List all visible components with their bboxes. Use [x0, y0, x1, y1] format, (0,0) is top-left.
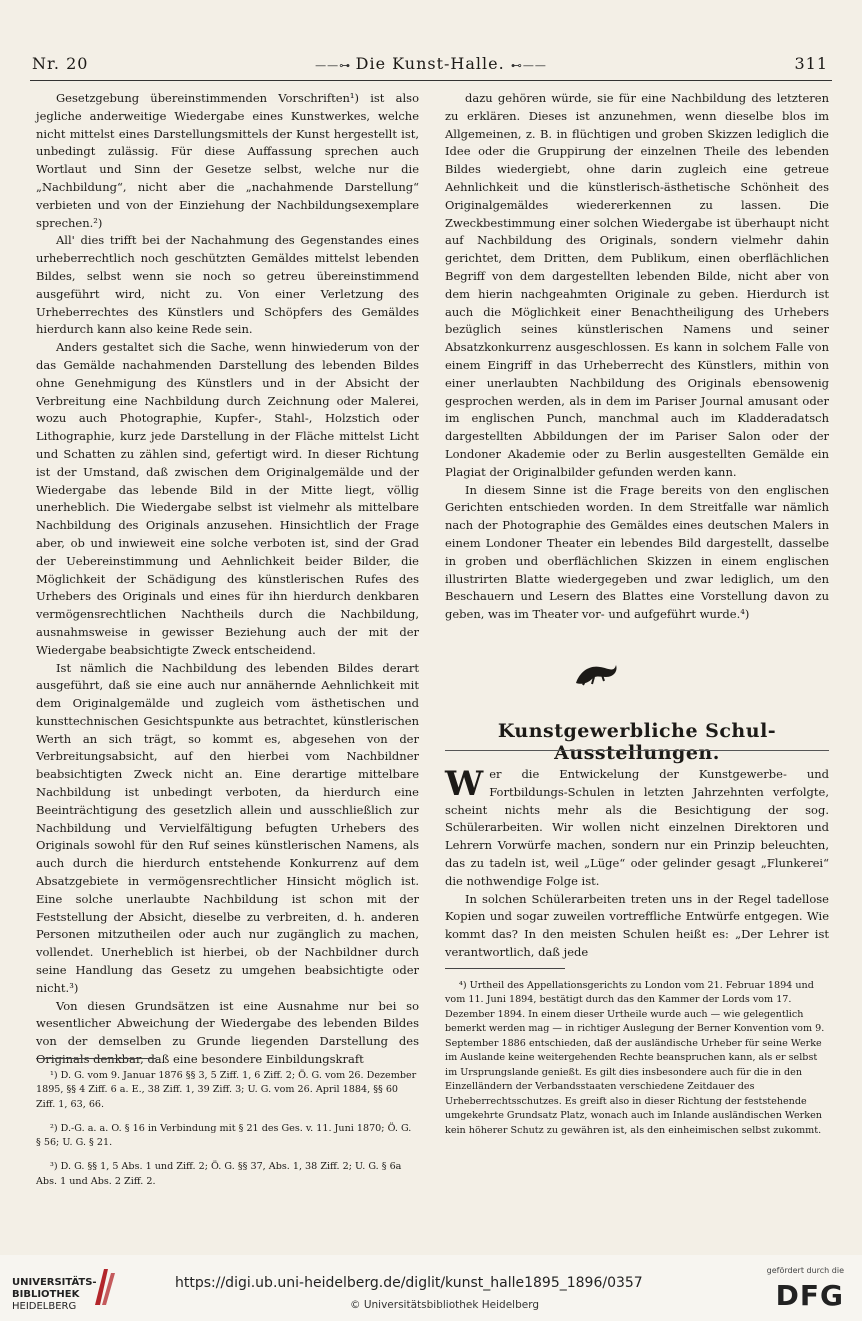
paragraph: Ist nämlich die Nachbildung des lebenden Bildes derart ausgeführt, daß sie eine auch nur annähernde Aehnlichkeit mit dem Originalgemälde und zugleich vom ästhetischen und kunsttechnischen Gesichtspunkte aus betrachtet, künstlerischen Werth an sich trägt, so kommt es, abgesehen von der Verbreitungsabsicht, auf den hierbei vom Nachbildner beabsichtigten Zweck nicht an. Eine derartige mittelbare Nachbildung ist unbedingt verboten, da hierdurch eine Beeinträchtigung des gesetzlich allein und ausschließlich zur Nachbildung und Vervielfältigung befugten Urhebers des Originals sowohl für den Ruf seines künstlerischen Namens, als auch durch die hierdurch entstehende Konkurrenz auf dem Absatzgebiete in vermögensrechtlicher Hinsicht möglich ist. Eine solche unerlaubte Nachbildung ist schon mit der Feststellung der Absicht, dieselbe zu verbreiten, d. h. anderen Personen mitzutheilen oder auch nur zugänglich zu machen, vollendet. Unerheblich ist hierbei, ob der Nachbildner durch seine Handlung das Gesetz zu umgehen beabsichtigte oder nicht.³): [36, 660, 419, 995]
section-rule: [445, 750, 829, 751]
footnote-rule: [36, 1058, 156, 1059]
library-name-line: BIBLIOTHEK: [12, 1289, 80, 1300]
footnote: ¹) D. G. vom 9. Januar 1876 §§ 3, 5 Ziff. 1, 6 Ziff. 2; Ö. G. vom 26. Dezember 1895, §§ 4 Ziff. 6 a. E., 38 Ziff. 1, 39 Ziff. 3; U. G. vom 26. April 1884, §§ 60 Ziff. 1, 63, 66.: [36, 1069, 417, 1110]
paragraph-text: er die Entwickelung der Kunstgewerbe- und Fortbildungs-Schulen in letzten Jahrzehnten verfolgte, scheint nichts mehr als die Besichtigung der sog. Schülerarbeiten. Wir wollen nicht einzelnen Direktoren und Lehrern Vorwürfe machen, sondern nur ein Prinzip beleuchten, das zu tadeln ist, weil „Lüge“ oder gelinder gesagt „Flunkerei“ die nothwendige Folge ist.: [445, 767, 829, 888]
paragraph: Gesetzgebung übereinstimmenden Vorschriften¹) ist also jegliche anderweitige Wiedergabe eines Kunstwerkes, welche nicht mittelst eines Darstellungsmittels der Kunst hergestellt ist, unbedingt zulässig. Für diese Auffassung sprechen auch Wortlaut und Sinn der Gesetze selbst, welche nur die „Nachbildung“, nicht aber die „nachahmende Darstellung“ verbieten und von der Einziehung der Nachbildungsexemplare sprechen.²): [36, 91, 419, 230]
running-title: [30, 54, 832, 73]
library-name: [12, 1277, 97, 1313]
page-header: [30, 52, 832, 76]
library-logo-icon: [92, 1265, 118, 1309]
paragraph: In diesem Sinne ist die Frage bereits von den englischen Gerichten entschieden worden. In dem Streitfalle war nämlich nach der Photographie des Gemäldes eines deutschen Malers in einem Londoner Theater ein lebendes Bild dargestellt, dasselbe in groben und oberflächlichen Skizzen in einem englischen illustrirten Blatte wiedergegeben und zwar lediglich, um den Beschauern und Lesern des Blattes eine Vorstellung davon zu geben, was im Theater vor- und aufgeführt wurde.⁴): [445, 482, 829, 622]
salamander-ornament-icon: [572, 657, 620, 689]
header-rule: [30, 80, 832, 81]
digitization-footer: [0, 1255, 862, 1321]
section-body: [445, 766, 829, 962]
paragraph: Anders gestaltet sich die Sache, wenn hinwiederum von der das Gemälde nachahmenden Darstellung des lebenden Bildes ohne Genehmigung des Künstlers und in der Absicht der Verbreitung eine Nachbildung durch Zeichnung oder Malerei, wozu auch Photographie, Kupfer-, Stahl-, Holzstich oder Lithographie, kurz jede Darstellung in der Fläche mittelst Licht und Schatten zu zählen sind, gefertigt wird. In dieser Richtung ist der Umstand, daß zwischen dem Originalgemälde und der Wiedergabe das lebende Bild in der Mitte liegt, völlig unerheblich. Die Wiedergabe selbst ist vielmehr als mittelbare Nachbildung des Originals anzusehen. Hinsichtlich der Frage aber, ob und inwieweit eine solche verboten ist, sind der Grad der Uebereinstimmung und Aehnlichkeit beider Bilder, die Möglichkeit der Schädigung des künstlerischen Rufes des Urhebers des Originals und eines für ihn hierdurch denkbaren vermögensrechtlichen Nachtheils durch die Nachbildung, ausnahmsweise in gewisser Beziehung auch der mit der Wiedergabe beabsichtigte Zweck entscheidend.: [36, 340, 419, 657]
left-footnotes: [36, 1052, 419, 1199]
left-column: [36, 90, 419, 1069]
paragraph: Von diesen Grundsätzen ist eine Ausnahme nur bei so wesentlicher Abweichung der Wiedergabe des lebenden Bildes von der demselben zu Grunde liegenden Darstellung des Originals denkbar, daß eine besondere Einbildungskraft: [36, 998, 419, 1067]
copyright-notice: © Universitätsbibliothek Heidelberg: [350, 1299, 540, 1311]
ornament-left-icon: ——⊶: [315, 59, 356, 72]
issue-number: Nr. 20: [32, 54, 89, 73]
section-heading: Kunstgewerbliche Schul-Ausstellungen.: [497, 720, 777, 764]
permalink-link[interactable]: https://digi.ub.uni-heidelberg.de/diglit/kunst_halle1895_1896/0357: [175, 1275, 643, 1291]
paragraph: dazu gehören würde, sie für eine Nachbildung des letzteren zu erklären. Dieses ist anzunehmen, wenn dieselbe blos im Allgemeinen, z. B. in flüchtigen und groben Skizzen lediglich die Idee oder die Gruppirung der einzelnen Theile des lebenden Bildes wiedergiebt, ohne darin zugleich eine getreue Aehnlichkeit und die künstlerisch-ästhetische Schönheit des Originalgemäldes wiedererkennen zu lassen. Die Zweckbestimmung einer solchen Wiedergabe ist überhaupt nicht auf Nachbildung des Originals, sondern vielmehr dahin gerichtet, dem Dritten, dem Publikum, einen oberflächlichen Begriff von dem dargestellten lebenden Bilde, nicht aber von dem hierin nachgeahmten Originale zu geben. Hierdurch ist auch die Möglichkeit einer Benachtheiligung des Urhebers bezüglich seines künstlerischen Namens und seiner Absatzkonkurrenz ausgeschlossen. Es kann in solchem Falle von einem Eingriff in das Urheberrecht des Künstlers, mithin von einer unerlaubten Nachbildung des Originals ebensowenig gesprochen werden, als in dem im Pariser Journal amusant oder im englischen Punch, manchmal auch im Kladderadatsch dargestellten Abbildungen der im Pariser Salon oder der Londoner Akademie oder zu Berlin ausgestellten Gemälde ein Plagiat der Originalbilder gefunden werden kann.: [445, 91, 829, 479]
journal-title: Die Kunst-Halle.: [355, 54, 505, 73]
paragraph: In solchen Schülerarbeiten treten uns in der Regel tadellose Kopien und sogar zuweilen vortreffliche Entwürfe entgegen. Wie kommt das? In den meisten Schulen heißt es: „Der Lehrer ist verantwortlich, daß jede: [445, 891, 829, 959]
right-column: [445, 90, 829, 624]
right-footnotes: [445, 962, 829, 1148]
section-first-paragraph: [445, 766, 829, 891]
footnote-rule: [445, 968, 565, 969]
drop-capital: W: [445, 764, 484, 804]
ornament-right-icon: ⊷——: [510, 59, 547, 72]
footnote: ⁴) Urtheil des Appellationsgerichts zu London vom 21. Februar 1894 und vom 11. Juni 1894, bestätigt durch das den Kammer der Lords vom 17. Dezember 1894. In einem dieser Urtheile wurde auch — wie gelegentlich bemerkt werden mag — in richtiger Auslegung der Berner Konvention vom 9. September 1886 entschieden, daß der ausländische Urheber für seine Werke im Auslande keine weitergehenden Rechte beanspruchen kann, als er selbst im Ursprungslande genießt. Es gilt dies insbesondere auch für die in den Einzelländern der Verbandsstaaten verschiedene Zeitdauer des Urheberrechtsschutzes. Es greift also in dieser Richtung der feststehende umgekehrte Grundsatz Platz, wonach auch im Inlande ausländischen Werken kein höherer Schutz zu gewähren ist, als den einheimischen selbst zukommt.: [445, 979, 825, 1136]
library-name-line: UNIVERSITÄTS-: [12, 1277, 97, 1288]
funding-note: gefördert durch die: [766, 1266, 844, 1275]
page-number: 311: [794, 54, 828, 73]
footnote: ³) D. G. §§ 1, 5 Abs. 1 und Ziff. 2; Ö. G. §§ 37, Abs. 1, 38 Ziff. 2; U. G. § 6a Abs. 1 und Abs. 2 Ziff. 2.: [36, 1161, 402, 1187]
paragraph: All' dies trifft bei der Nachahmung des Gegenstandes eines urheberrechtlich noch geschützten Gemäldes mittelst lebenden Bildes, selbst wenn sie noch so getreu übereinstimmend ausgeführt wird, nicht zu. Von einer Verletzung des Urheberrechtes des Künstlers und Schöpfers des Gemäldes hierdurch kann also keine Rede sein.: [36, 233, 419, 337]
footnote: ²) D.-G. a. a. O. § 16 in Verbindung mit § 21 des Ges. v. 11. Juni 1870; Ö. G. § 56; U. G. § 21.: [36, 1122, 412, 1149]
library-name-line: HEIDELBERG: [12, 1301, 77, 1312]
dfg-logo: DFG: [775, 1279, 844, 1312]
